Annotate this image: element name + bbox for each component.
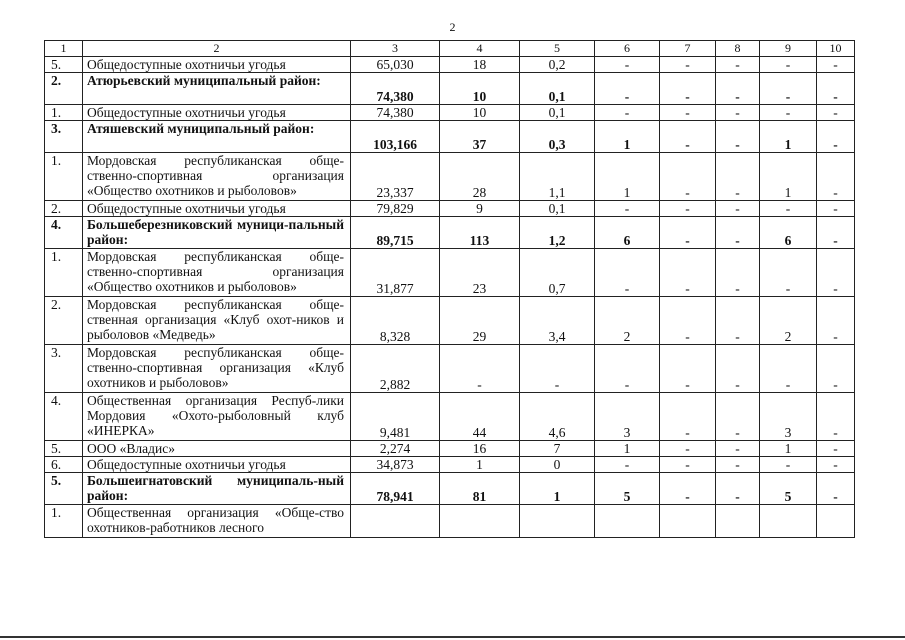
value-cell: - [716,57,760,73]
value-cell: - [817,393,855,441]
value-cell: - [760,249,817,297]
organization-name: Мордовская республиканская обще-ственная организация «Клуб охот-ников и рыболовов «Медведь» [83,297,351,345]
value-cell [440,505,520,538]
value-cell: 1,1 [520,153,595,201]
value-cell: - [817,201,855,217]
value-cell: 1 [595,153,660,201]
value-cell: - [716,201,760,217]
row-number: 2. [45,73,83,105]
value-cell: - [716,105,760,121]
value-cell: - [817,217,855,249]
value-cell [716,505,760,538]
value-cell: 29 [440,297,520,345]
column-number-cell: 9 [760,41,817,57]
column-number-cell: 6 [595,41,660,57]
district-name: Большеберезниковский муници-пальный район: [83,217,351,249]
district-row [45,73,855,105]
value-cell: - [760,345,817,393]
value-cell [817,505,855,538]
value-cell: - [716,473,760,505]
page-bottom-edge [0,636,905,638]
value-cell: - [716,153,760,201]
value-cell: 34,873 [351,457,440,473]
row-number: 1. [45,505,83,538]
value-cell: 3,4 [520,297,595,345]
table-row [45,505,855,538]
value-cell: 1 [520,473,595,505]
value-cell: 0,1 [520,105,595,121]
value-cell: 28 [440,153,520,201]
value-cell: - [817,57,855,73]
value-cell: 0 [520,457,595,473]
district-name: Большеигнатовский муниципаль-ный район: [83,473,351,505]
value-cell: 1 [760,153,817,201]
column-number-cell: 7 [660,41,716,57]
organization-name: Общедоступные охотничьи угодья [83,201,351,217]
table-row [45,153,855,201]
table-row [45,249,855,297]
value-cell: - [760,105,817,121]
value-cell [520,505,595,538]
column-number-cell: 3 [351,41,440,57]
value-cell: - [817,121,855,153]
value-cell: - [716,217,760,249]
row-number: 1. [45,249,83,297]
value-cell: - [660,153,716,201]
organization-name: Мордовская республиканская обще-ственно-спортивная организация «Клуб охотников и рыболовов» [83,345,351,393]
row-number: 5. [45,473,83,505]
value-cell [760,505,817,538]
value-cell: 16 [440,441,520,457]
value-cell: 74,380 [351,73,440,105]
value-cell: - [660,105,716,121]
organization-name: Мордовская республиканская обще-ственно-спортивная организация «Общество охотников и рыболовов» [83,249,351,297]
value-cell: 18 [440,57,520,73]
value-cell: 3 [595,393,660,441]
value-cell: - [660,121,716,153]
value-cell: - [817,249,855,297]
value-cell: 2 [760,297,817,345]
organization-name: Общедоступные охотничьи угодья [83,57,351,73]
value-cell: - [520,345,595,393]
data-table [44,40,855,538]
value-cell: - [716,393,760,441]
district-row [45,473,855,505]
value-cell: - [817,73,855,105]
value-cell: - [817,153,855,201]
value-cell: - [817,105,855,121]
value-cell: 3 [760,393,817,441]
value-cell: 5 [595,473,660,505]
value-cell: 65,030 [351,57,440,73]
column-number-cell: 5 [520,41,595,57]
value-cell: - [716,121,760,153]
district-row [45,217,855,249]
value-cell: 103,166 [351,121,440,153]
value-cell: - [660,57,716,73]
value-cell: 31,877 [351,249,440,297]
value-cell: 81 [440,473,520,505]
value-cell: 1 [760,441,817,457]
value-cell: 0,2 [520,57,595,73]
value-cell: - [660,201,716,217]
value-cell: - [716,457,760,473]
table-row [45,345,855,393]
organization-name: Общедоступные охотничьи угодья [83,457,351,473]
value-cell: 4,6 [520,393,595,441]
value-cell: - [660,441,716,457]
value-cell: - [660,217,716,249]
value-cell: - [660,457,716,473]
page-number: 2 [449,20,456,34]
value-cell: 74,380 [351,105,440,121]
value-cell: 7 [520,441,595,457]
value-cell: 5 [760,473,817,505]
column-number-cell: 10 [817,41,855,57]
value-cell: 1 [760,121,817,153]
table-row [45,297,855,345]
value-cell: - [817,297,855,345]
value-cell: 23,337 [351,153,440,201]
value-cell: - [716,441,760,457]
value-cell: - [716,249,760,297]
column-number-cell: 8 [716,41,760,57]
row-number: 4. [45,217,83,249]
value-cell: 44 [440,393,520,441]
value-cell: - [660,73,716,105]
district-name: Атяшевский муниципальный район: [83,121,351,153]
row-number: 1. [45,153,83,201]
value-cell: 1 [595,441,660,457]
value-cell: 10 [440,105,520,121]
organization-name: Общественная организация Респуб-лики Мордовия «Охото-рыболовный клуб «ИНЕРКА» [83,393,351,441]
value-cell: - [716,73,760,105]
value-cell: 9 [440,201,520,217]
row-number: 5. [45,441,83,457]
table-row [45,457,855,473]
value-cell: 1,2 [520,217,595,249]
value-cell: - [660,345,716,393]
value-cell: 78,941 [351,473,440,505]
column-number-cell: 4 [440,41,520,57]
value-cell: - [595,457,660,473]
value-cell [351,505,440,538]
value-cell: 6 [760,217,817,249]
value-cell: - [595,249,660,297]
table-row [45,441,855,457]
district-row [45,121,855,153]
row-number: 2. [45,201,83,217]
value-cell: 79,829 [351,201,440,217]
value-cell: 1 [440,457,520,473]
value-cell: 8,328 [351,297,440,345]
value-cell: - [817,441,855,457]
value-cell: - [817,473,855,505]
row-number: 1. [45,105,83,121]
value-cell: - [817,345,855,393]
district-name: Атюрьевский муниципальный район: [83,73,351,105]
table-row [45,393,855,441]
row-number: 3. [45,121,83,153]
value-cell: 0,1 [520,73,595,105]
value-cell: 113 [440,217,520,249]
value-cell: 2 [595,297,660,345]
column-number-cell: 2 [83,41,351,57]
column-number-cell: 1 [45,41,83,57]
value-cell: - [595,73,660,105]
value-cell: - [760,73,817,105]
organization-name: Общедоступные охотничьи угодья [83,105,351,121]
value-cell: 37 [440,121,520,153]
value-cell: - [440,345,520,393]
value-cell [660,505,716,538]
value-cell: - [660,249,716,297]
table-row [45,201,855,217]
table-row [45,57,855,73]
value-cell: - [660,297,716,345]
row-number: 3. [45,345,83,393]
value-cell: 0,1 [520,201,595,217]
value-cell: - [595,105,660,121]
value-cell: - [817,457,855,473]
row-number: 6. [45,457,83,473]
value-cell: - [595,201,660,217]
value-cell: 2,274 [351,441,440,457]
value-cell: 10 [440,73,520,105]
value-cell: 89,715 [351,217,440,249]
value-cell: 0,3 [520,121,595,153]
value-cell: 9,481 [351,393,440,441]
row-number: 4. [45,393,83,441]
value-cell: 0,7 [520,249,595,297]
value-cell: - [760,57,817,73]
value-cell: - [716,297,760,345]
value-cell: - [595,57,660,73]
value-cell: - [660,393,716,441]
value-cell: 6 [595,217,660,249]
value-cell: 1 [595,121,660,153]
value-cell: - [660,473,716,505]
organization-name: Общественная организация «Обще-ство охотников-работников лесного [83,505,351,538]
organization-name: ООО «Владис» [83,441,351,457]
value-cell [595,505,660,538]
organization-name: Мордовская республиканская обще-ственно-спортивная организация «Общество охотников и рыболовов» [83,153,351,201]
column-number-row [45,41,855,57]
value-cell: - [595,345,660,393]
row-number: 2. [45,297,83,345]
value-cell: - [760,201,817,217]
row-number: 5. [45,57,83,73]
table-row [45,105,855,121]
value-cell: - [716,345,760,393]
value-cell: 2,882 [351,345,440,393]
value-cell: - [760,457,817,473]
value-cell: 23 [440,249,520,297]
